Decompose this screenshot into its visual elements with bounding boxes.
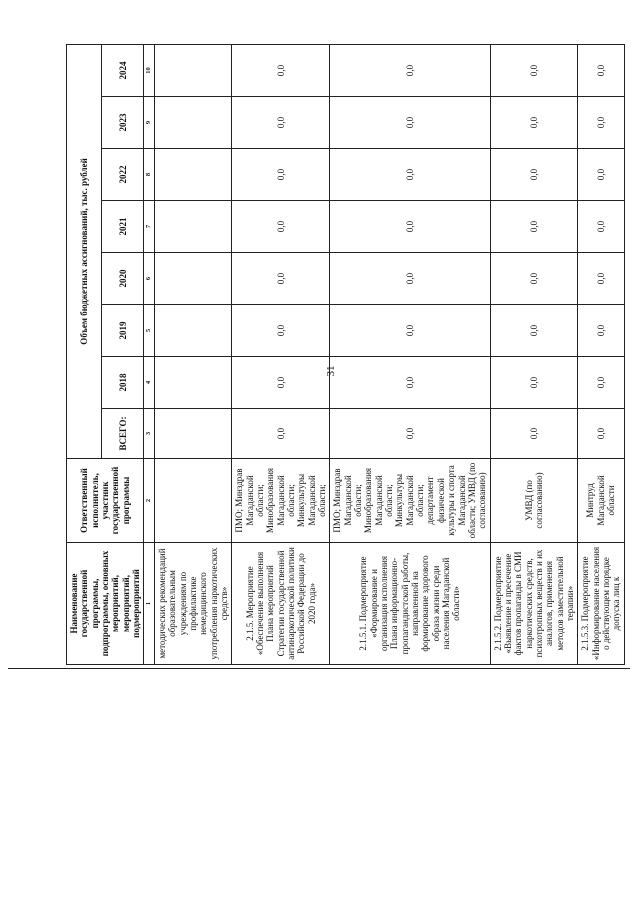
value-cell: 0,0	[490, 201, 578, 253]
value-cell: 0,0	[490, 409, 578, 459]
value-cell: 0,0	[578, 149, 624, 201]
table-row	[490, 44, 578, 664]
value-cell: 0,0	[490, 357, 578, 409]
row-executor: УМВД (по согласованию)	[490, 459, 578, 543]
value-cell: 0,0	[490, 253, 578, 305]
table-row	[578, 44, 624, 664]
value-cell: 0,0	[490, 97, 578, 149]
value-cell: 0,0	[578, 97, 624, 149]
value-cell	[154, 305, 231, 357]
header-year: 2021	[102, 201, 144, 253]
value-cell: 0,0	[490, 44, 578, 96]
value-cell: 0,0	[232, 97, 330, 149]
row-executor	[154, 459, 231, 543]
header-total: ВСЕГО:	[102, 409, 144, 459]
value-cell: 0,0	[232, 253, 330, 305]
value-cell: 0,0	[232, 305, 330, 357]
value-cell: 0,0	[578, 305, 624, 357]
header-year: 2024	[102, 44, 144, 96]
header-year: 2020	[102, 253, 144, 305]
rotated-table-inner	[66, 45, 622, 665]
value-cell	[154, 149, 231, 201]
header-year: 2023	[102, 97, 144, 149]
header-year: 2018	[102, 357, 144, 409]
col-number: 9	[144, 97, 154, 149]
header-volume: Объем бюджетных ассигнований, тыс. рублей	[67, 44, 102, 458]
value-cell: 0,0	[232, 357, 330, 409]
value-cell	[154, 201, 231, 253]
value-cell: 0,0	[490, 305, 578, 357]
row-executor: Минтруд Магаданской области	[578, 459, 624, 543]
value-cell: 0,0	[330, 357, 490, 409]
header-year: 2022	[102, 149, 144, 201]
col-number: 10	[144, 44, 154, 96]
col-number: 4	[144, 357, 154, 409]
row-name: 2.1.5.3. Подмероприятие «Информирование населения о действующем порядке допуска лиц к	[578, 543, 624, 665]
value-cell: 0,0	[490, 149, 578, 201]
page-number: 31	[325, 365, 337, 377]
row-name: 2.1.5. Мероприятие «Обеспечение выполнения Плана мероприятий Стратегии государственной антинаркотической политики Российской Федерации до 2020 года»	[232, 543, 330, 665]
value-cell: 0,0	[330, 253, 490, 305]
value-cell: 0,0	[330, 149, 490, 201]
table-row	[330, 44, 490, 664]
value-cell: 0,0	[232, 201, 330, 253]
horizontal-rule	[8, 668, 630, 669]
value-cell: 0,0	[232, 409, 330, 459]
value-cell: 0,0	[578, 409, 624, 459]
value-cell	[154, 44, 231, 96]
header-year: 2019	[102, 305, 144, 357]
value-cell: 0,0	[232, 149, 330, 201]
value-cell	[154, 409, 231, 459]
value-cell: 0,0	[578, 253, 624, 305]
value-cell: 0,0	[578, 44, 624, 96]
col-number: 5	[144, 305, 154, 357]
value-cell: 0,0	[330, 44, 490, 96]
value-cell: 0,0	[330, 201, 490, 253]
row-name: 2.1.5.2. Подмероприятие «Выявление и пресечение фактов пропаганды в СМИ наркотических средств, психотропных веществ и их аналогов, применения методов заместительной терапии»	[490, 543, 578, 665]
value-cell	[154, 97, 231, 149]
col-number: 3	[144, 409, 154, 459]
col-number: 7	[144, 201, 154, 253]
row-executor: ПМО; Минздрав Магаданской области; Минобразования Магаданской области; Минкультуры Магаданской области;	[232, 459, 330, 543]
header-name: Наименование государственной программы, подпрограммы, основных мероприятий, мероприятий, подмероприятий	[67, 543, 144, 665]
value-cell: 0,0	[578, 357, 624, 409]
header-executor: Ответственный исполнитель, участник государственной программы	[67, 459, 144, 543]
value-cell: 0,0	[330, 305, 490, 357]
budget-table	[66, 44, 625, 665]
value-cell: 0,0	[232, 44, 330, 96]
col-number: 2	[144, 459, 154, 543]
rotated-table-region	[66, 45, 640, 661]
row-name: методических рекомендаций образовательным учреждениям по профилактике немедицинского употребления наркотических средств»	[154, 543, 231, 665]
value-cell: 0,0	[578, 201, 624, 253]
column-number-row	[144, 44, 154, 664]
table-row	[232, 44, 330, 664]
value-cell: 0,0	[330, 97, 490, 149]
row-name: 2.1.5.1. Подмероприятие «Формирование и организация исполнения Плана информационно-пропагандистской работы, направленной на формирование здорового образа жизни среди населения Магаданской области»	[330, 543, 490, 665]
col-number: 6	[144, 253, 154, 305]
col-number: 8	[144, 149, 154, 201]
value-cell	[154, 357, 231, 409]
value-cell	[154, 253, 231, 305]
value-cell: 0,0	[330, 409, 490, 459]
col-number: 1	[144, 543, 154, 665]
table-row	[154, 44, 231, 664]
row-executor: ПМО; Минздрав Магаданской области; Минобразования Магаданской области; Минкультуры Магаданской области; департамент физической культуры и спорта Магаданской области; УМВД (по согласованию)	[330, 459, 490, 543]
